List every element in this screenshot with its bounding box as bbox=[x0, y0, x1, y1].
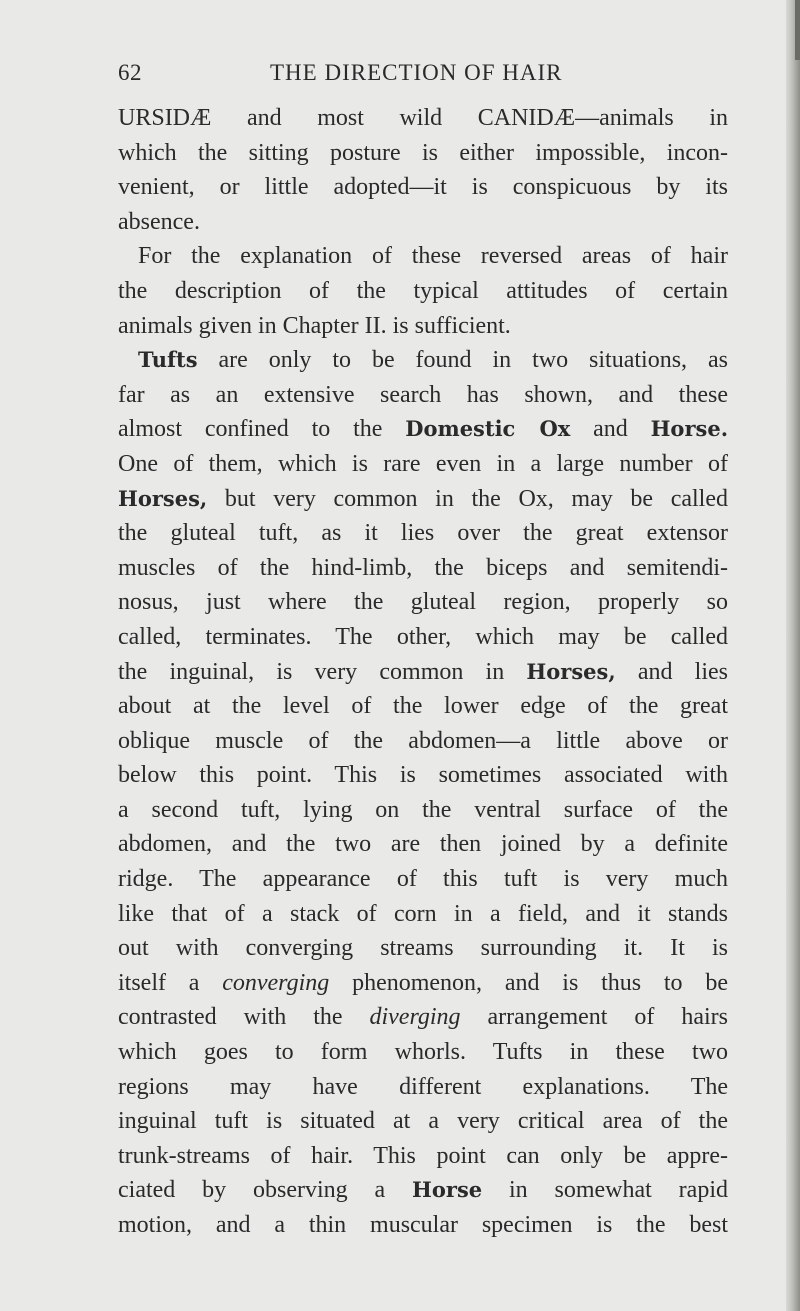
text-line: which the sitting posture is either impossible, incon- bbox=[118, 139, 728, 166]
text-run: the inguinal, is very common in bbox=[118, 658, 527, 685]
italic-term: converging bbox=[222, 969, 330, 996]
text-line: oblique muscle of the abdomen—a little above or bbox=[118, 727, 728, 754]
text-line: For the explanation of these reversed areas of hair bbox=[138, 243, 728, 270]
text-line: motion, and a thin muscular specimen is the best bbox=[118, 1212, 728, 1238]
text-line bbox=[118, 482, 728, 517]
text-line: trunk-streams of hair. This point can only be appre- bbox=[118, 1142, 728, 1169]
text-line: ridge. The appearance of this tuft is very much bbox=[118, 866, 728, 893]
text-line: venient, or little adopted—it is conspicuous by its bbox=[118, 174, 728, 201]
text-line: regions may have different explanations. The bbox=[118, 1073, 728, 1100]
text-run: in somewhat rapid bbox=[482, 1177, 728, 1204]
text-line: out with converging streams surrounding it. It is bbox=[118, 935, 728, 962]
bold-term: Horses, bbox=[526, 658, 616, 684]
body-text bbox=[118, 101, 728, 1243]
text-run: phenomenon, and is thus to be bbox=[329, 969, 728, 996]
text-line bbox=[118, 343, 728, 378]
text-line: below this point. This is sometimes associated with bbox=[118, 762, 728, 789]
text-run: itself a bbox=[118, 969, 223, 996]
text-line: abdomen, and the two are then joined by a definite bbox=[118, 831, 728, 858]
text-line bbox=[118, 655, 728, 690]
text-line: One of them, which is rare even in a large number of bbox=[118, 450, 728, 477]
text-line: far as an extensive search has shown, and these bbox=[118, 381, 728, 408]
page-corner-shadow bbox=[795, 0, 800, 60]
text-run: ciated by observing a bbox=[118, 1177, 413, 1204]
text-run: are only to be found in two situations, as bbox=[197, 347, 728, 374]
text-run: and bbox=[570, 416, 651, 443]
text-line: muscles of the hind-limb, the biceps and semitendi- bbox=[118, 554, 728, 581]
text-line: animals given in Chapter II. is sufficient. bbox=[118, 312, 511, 339]
text-line: the gluteal tuft, as it lies over the great extensor bbox=[118, 520, 728, 547]
text-run: but very common in the Ox, may be called bbox=[207, 485, 728, 512]
text-line: inguinal tuft is situated at a very critical area of the bbox=[118, 1108, 728, 1135]
text-line: like that of a stack of corn in a field, and it stands bbox=[118, 900, 728, 927]
text-run: almost confined to the bbox=[118, 416, 406, 443]
text-line: nosus, just where the gluteal region, properly so bbox=[118, 589, 728, 616]
bold-term: Horses, bbox=[118, 485, 208, 511]
text-line: absence. bbox=[118, 208, 200, 235]
text-line bbox=[118, 966, 728, 1001]
text-run: and lies bbox=[615, 658, 728, 685]
text-line bbox=[118, 1173, 728, 1208]
text-line: a second tuft, lying on the ventral surface of the bbox=[118, 796, 728, 823]
text-line bbox=[118, 412, 728, 447]
text-line: URSIDÆ and most wild CANIDÆ—animals in bbox=[118, 105, 728, 131]
text-line: about at the level of the lower edge of the great bbox=[118, 693, 728, 720]
text-line: called, terminates. The other, which may be called bbox=[118, 623, 728, 650]
bold-term: Horse. bbox=[650, 416, 729, 442]
running-title: THE DIRECTION OF HAIR bbox=[270, 60, 563, 85]
page-number: 62 bbox=[118, 60, 142, 85]
running-head bbox=[110, 60, 730, 94]
bold-term: Horse bbox=[412, 1177, 483, 1203]
page-edge-shadow bbox=[786, 0, 800, 1311]
text-run: contrasted with the bbox=[118, 1004, 370, 1031]
text-line: which goes to form whorls. Tufts in these two bbox=[118, 1039, 728, 1066]
text-line: the description of the typical attitudes of certain bbox=[118, 277, 728, 304]
italic-term: diverging bbox=[369, 1004, 461, 1031]
text-run: arrangement of hairs bbox=[460, 1004, 728, 1031]
bold-term: Tufts bbox=[138, 347, 198, 373]
text-line bbox=[118, 1000, 728, 1035]
bold-term: Domestic Ox bbox=[405, 416, 571, 442]
